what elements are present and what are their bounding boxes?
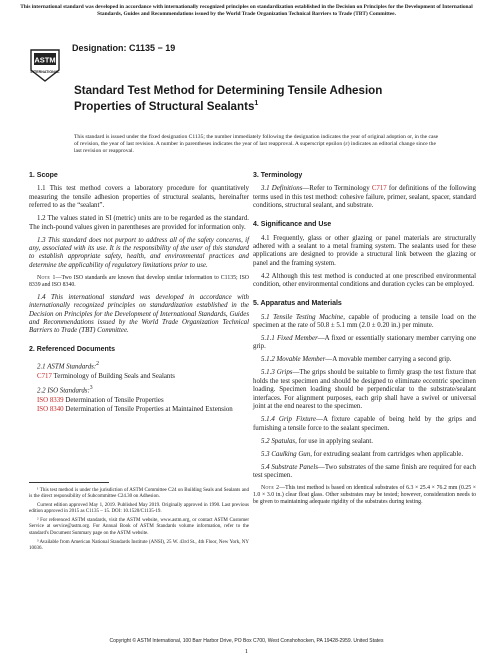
page-number: 1 xyxy=(244,648,249,655)
paragraph-4-1: 4.1 Frequently, glass or other glazing or panel materials are structurally adhered with a sealant to a metal framing system. The sealants used for these applications are designed to provide a structural link between the glazing or panel and the framing system. xyxy=(253,234,476,267)
left-column xyxy=(29,172,249,416)
section-heading-scope: 1. Scope xyxy=(29,172,58,179)
footnote-divider xyxy=(29,482,109,483)
right-column xyxy=(253,172,476,511)
note-1-label: Note 1 xyxy=(37,274,56,281)
section-heading-apparatus: 5. Apparatus and Materials xyxy=(253,300,342,308)
note-2-label: Note 2 xyxy=(261,484,280,491)
paragraph-1-3: 1.3 This standard does not purport to address all of the safety concerns, if any, associated with its use. It is the responsibility of the user of this standard to establish appropriate safety, health, and environmental practices and determine the applicability of regulatory limitations prior to use. xyxy=(29,236,249,269)
ref-c717-link[interactable]: C717 xyxy=(37,372,52,380)
astm-standards-label: 2.1 ASTM Standards:$^2$ xyxy=(37,360,100,371)
paragraph-5-1-1: 5.1.1 Fixed Member—A fixed or essentially stationary member carrying one grip. xyxy=(253,335,476,351)
section-heading-terminology: 3. Terminology xyxy=(253,172,303,179)
paragraph-5-3: 5.3 Caulking Gun, for extruding sealant from cartridges when applicable. xyxy=(261,450,464,458)
document-title xyxy=(74,85,434,113)
footnote-3: ³ Available from American National Standards Institute (ANSI), 25 W. 43rd St., 4th Floor, New York, NY 10036. xyxy=(29,539,249,551)
paragraph-4-2: 4.2 Although this test method is conducted at one prescribed environmental condition, other environmental conditions and duration cycles can be employed. xyxy=(253,272,476,289)
paragraph-5-4: 5.4 Substrate Panels—Two substrates of the same finish are required for each test specimen. xyxy=(253,463,476,479)
paragraph-1-2: 1.2 The values stated in SI (metric) units are to be regarded as the standard. The inch-pound values given in parentheses are provided for information only. xyxy=(29,215,249,231)
paragraph-5-1: 5.1 Tensile Testing Machine, capable of producing a tensile load on the specimen at the rate of 50.8 ± 5.1 mm (2.0 ± 0.20 in.) per minute. xyxy=(253,313,477,330)
note-1-text: —Two ISO standards are known that develop similar information to C1135; ISO 8339 and ISO 8340. xyxy=(29,274,249,288)
ref-c717[interactable]: C717 Terminology of Building Seals and Sealants xyxy=(37,372,175,380)
designation: Designation: C1135 − 19 xyxy=(72,43,176,53)
paragraph-5-1-4: 5.1.4 Grip Fixture—A fixture capable of being held by the grips and furnishing a tensile force to the sealant specimen. xyxy=(253,416,476,432)
paragraph-3-1: 3.1 Definitions—Refer to Terminology C717 for definitions of the following terms used in this test method: cohesive failure, primer, sealant, spacer, standard conditions, structural sealant, and substrate. xyxy=(253,185,477,210)
paragraph-1-4: 1.4 This international standard was developed in accordance with internationally recognized principles on standardization established in the Decision on Principles for the Development of International Standards, Guides and Recommendations issued by the World Trade Organization Technical Barriers to Trade (TBT) Committee. xyxy=(29,293,249,335)
paragraph-5-2: 5.2 Spatulas, for use in applying sealant. xyxy=(261,437,373,445)
footnote-1-edition: Current edition approved May 1, 2019. Published May 2019. Originally approved in 1990. Last previous edition approved in 2015 as C1135 – 15. DOI: 10.1520/C1135-19. xyxy=(29,503,249,515)
ref-iso-8339-link[interactable]: ISO 8339 xyxy=(37,396,64,404)
ref-iso-8339[interactable]: ISO 8339 Determination of Tensile Properties xyxy=(37,396,164,404)
paragraph-5-1-3: 5.1.3 Grips—The grips should be suitable to firmly grasp the test fixture that holds the test specimen and should be designed to eliminate eccentric specimen loading. Specimen loading should be perpendicular to the substrate/sealant interfaces. For alignment purposes, each grip shall have a swivel or universal joint at the end nearest to the specimen. xyxy=(253,369,477,411)
footnote-1: ¹ This test method is under the jurisdiction of ASTM Committee C24 on Building Seals and Sealants and is the direct responsibility of Subcommittee C24.30 on Adhesion. xyxy=(29,488,249,500)
astm-logo-icon xyxy=(28,44,62,84)
footnote-2: ² For referenced ASTM standards, visit the ASTM website, www.astm.org, or contact ASTM Customer Service at service@astm.org. For Annual Book of ASTM Standards volume information, refer to the standard's Document Summary page on the ASTM website. xyxy=(29,518,249,536)
svg-text:INTERNATIONAL: INTERNATIONAL xyxy=(30,70,60,74)
ref-iso-8340[interactable]: ISO 8340 Determination of Tensile Properties at Maintained Extension xyxy=(37,406,233,414)
title-footnote-marker: 1 xyxy=(254,99,259,107)
section-heading-referenced-documents: 2. Referenced Documents xyxy=(29,346,115,354)
section-heading-significance: 4. Significance and Use xyxy=(253,221,332,229)
note-1 xyxy=(29,275,249,289)
note-2-text: —This test method is based on identical substrates of 6.3 × 25.4 × 76.2 mm (0.25 × 1.0 × 3.0 in.) clear float glass. Other substrates may be tested; however, consideration needs to be given to maintaining adequate rigidity of the substrates during testing. xyxy=(253,484,477,505)
terminology-c717-link[interactable]: C717 xyxy=(371,185,387,193)
standard-issuance-notice: This standard is issued under the fixed designation C1135; the number immediately following the designation indicates the year of original adoption or, in the case of revision, the year of last revision. A number in parentheses indicates the year of last reapproval. A superscript epsilon (ε) indicates an editorial change since the last revision or reapproval. xyxy=(74,134,439,154)
iso-standards-label: 2.2 ISO Standards:$^3$ xyxy=(37,384,93,395)
international-standard-notice: This international standard was developed in accordance with internationally recognized principles on standardization established in the Decision on Principles for the Development of International Standards, Guides and Recommendations issued by the World Trade Organization Technical Barriers to Trade (TBT) Committee. xyxy=(20,4,473,17)
copyright-notice: Copyright © ASTM International, 100 Barr Harbor Drive, PO Box C700, West Conshohocken, PA 19428-2959. United States xyxy=(109,638,384,644)
footnotes xyxy=(29,482,249,555)
paragraph-1-1: 1.1 This test method covers a laboratory procedure for quantitatively measuring the tensile adhesion properties of structural sealants, hereinafter referred to as the “sealant”. xyxy=(29,185,249,210)
paragraph-5-1-2: 5.1.2 Movable Member—A movable member carrying a second grip. xyxy=(261,356,452,364)
note-2 xyxy=(253,485,476,506)
ref-iso-8340-link[interactable]: ISO 8340 xyxy=(37,406,64,414)
title-text: Standard Test Method for Determining Tensile Adhesion Properties of Structural Sealants xyxy=(74,84,383,113)
svg-text:ASTM: ASTM xyxy=(34,55,56,65)
